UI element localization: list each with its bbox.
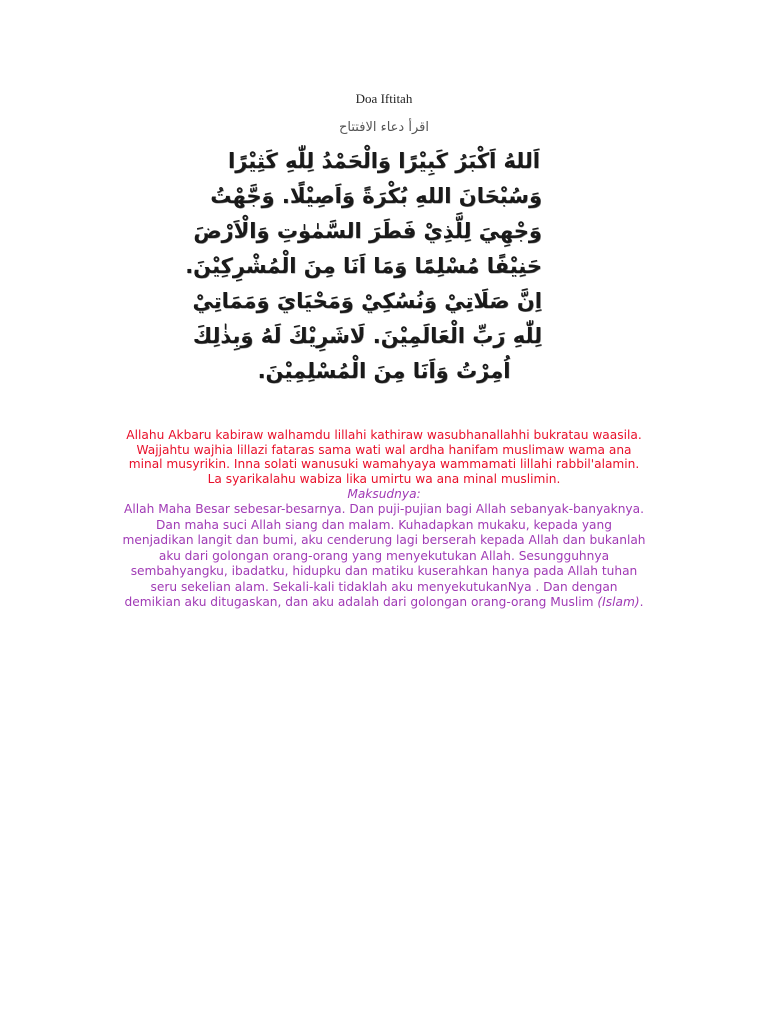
meaning-last-prefix: demikian aku ditugaskan, dan aku adalah dari golongan orang-orang Muslim [124, 595, 598, 609]
arabic-prayer-text [185, 118, 542, 422]
meaning-line-last [0, 595, 768, 611]
page-title: Doa Iftitah [355, 91, 413, 106]
transliteration-line: La syarikalahu wabiza lika umirtu wa ana minal muslimin. [207, 471, 561, 486]
meaning-line: seru sekelian alam. Sekali-kali tidaklah aku menyekutukanNya . Dan dengan [150, 579, 618, 594]
meaning-emphasis: (Islam) [597, 595, 640, 609]
arabic-line: اُمِرْتُ وَاَنَا مِنَ الْمُسْلِمِيْنَ. [257, 359, 511, 383]
meaning-line: menjadikan langit dan bumi, aku cenderung lagi berserah kepada Allah dan bukanlah [122, 533, 646, 547]
meaning-last-suffix: . [639, 595, 644, 609]
transliteration-line: Allahu Akbaru kabiraw walhamdu lillahi kathiraw wasubhanallahhi bukratau waasila. [126, 428, 642, 442]
arabic-header: اقرأ دعاء الافتتاح [339, 120, 429, 135]
transliteration-line: Wajjahtu wajhia lillazi fataras sama wati wal ardha hanifam muslimaw wama ana [136, 442, 632, 457]
arabic-line: وَجْهِيَ لِلَّذِيْ فَطَرَ السَّمٰوٰتِ وَالْاَرْضَ [193, 219, 542, 243]
meaning-line: aku dari golongan orang-orang yang menyekutukan Allah. Sesungguhnya [158, 548, 610, 563]
meaning-line: Dan maha suci Allah siang dan malam. Kuhadapkan mukaku, kepada yang [156, 517, 612, 532]
arabic-line: وَسُبْحَانَ اللهِ بُكْرَةً وَاَصِيْلًا. وَجَّهْتُ [210, 184, 542, 208]
transliteration-paragraph [0, 428, 768, 486]
meaning-label: Maksudnya: [347, 487, 421, 501]
arabic-line: لِلّٰهِ رَبِّ الْعَالَمِيْنَ. لَاشَرِيْكَ لَهُ وَبِذٰلِكَ [192, 324, 542, 348]
transliteration-line: minal musyrikin. Inna solati wanusuki wamahyaya wammamati lillahi rabbil'alamin. [128, 457, 640, 472]
meaning-line: sembahyangku, ibadatku, hidupku dan matiku kuserahkan hanya pada Allah tuhan [130, 564, 638, 578]
arabic-line: اِنَّ صَلَاتِيْ وَنُسُكِيْ وَمَحْيَايَ وَمَمَاتِيْ [192, 289, 542, 313]
meaning-line: Allah Maha Besar sebesar-besarnya. Dan puji-pujian bagi Allah sebanyak-banyaknya. [124, 502, 644, 516]
arabic-line: اَللهُ اَكْبَرُ كَبِيْرًا وَالْحَمْدُ لِلّٰهِ كَثِيْرًا [228, 149, 540, 173]
meaning-paragraph [0, 502, 768, 611]
arabic-line: حَنِيْفًا مُسْلِمًا وَمَا اَنَا مِنَ الْمُشْرِكِيْنَ. [185, 254, 542, 278]
